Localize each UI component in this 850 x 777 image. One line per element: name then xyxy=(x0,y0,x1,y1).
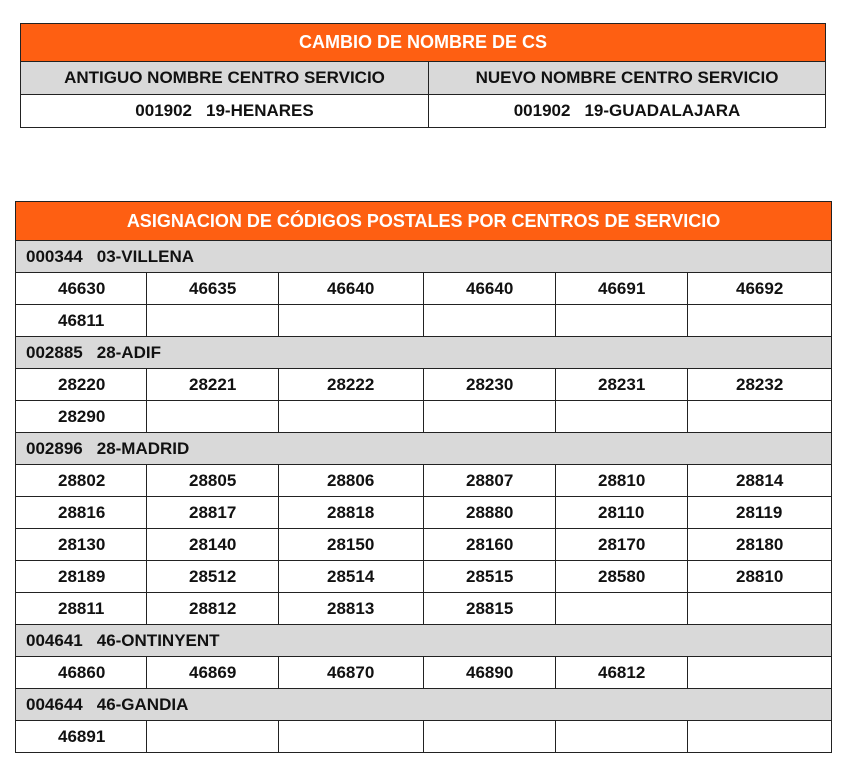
center-name: 46-GANDIA xyxy=(96,694,189,714)
postal-code-cell: 28810 xyxy=(688,561,832,593)
center-header-row xyxy=(16,625,832,657)
center-header-row xyxy=(16,433,832,465)
postal-code-cell xyxy=(556,305,688,337)
postal-code-cell xyxy=(279,305,424,337)
postal-code-cell xyxy=(688,721,832,753)
postal-code-cell: 28807 xyxy=(424,465,556,497)
postal-code-cell: 28231 xyxy=(556,369,688,401)
postal-code-cell: 46630 xyxy=(16,273,147,305)
postal-code-cell xyxy=(279,721,424,753)
postal-code-cell xyxy=(147,401,279,433)
postal-code-cell: 28180 xyxy=(688,529,832,561)
center-header-row xyxy=(16,337,832,369)
postal-code-cell: 28160 xyxy=(424,529,556,561)
postal-code-cell xyxy=(279,401,424,433)
postal-code-cell: 46635 xyxy=(147,273,279,305)
old-name-cell xyxy=(21,95,429,128)
postal-code-cell: 28221 xyxy=(147,369,279,401)
new-name-header: NUEVO NOMBRE CENTRO SERVICIO xyxy=(429,62,826,95)
old-name-header: ANTIGUO NOMBRE CENTRO SERVICIO xyxy=(21,62,429,95)
center-header xyxy=(16,433,832,465)
postal-code-table xyxy=(15,201,832,753)
postal-code-cell: 28140 xyxy=(147,529,279,561)
postal-code-cell: 28816 xyxy=(16,497,147,529)
postal-code-cell: 28110 xyxy=(556,497,688,529)
postal-code-cell: 28811 xyxy=(16,593,147,625)
center-code: 000344 xyxy=(26,246,83,266)
postal-code-cell: 28290 xyxy=(16,401,147,433)
postal-code-cell: 28222 xyxy=(279,369,424,401)
postal-code-cell: 28232 xyxy=(688,369,832,401)
postal-code-row xyxy=(16,529,832,561)
postal-code-cell: 28220 xyxy=(16,369,147,401)
postal-code-cell xyxy=(424,721,556,753)
postal-code-cell xyxy=(556,401,688,433)
postal-code-cell: 28150 xyxy=(279,529,424,561)
postal-code-cell: 28813 xyxy=(279,593,424,625)
postal-code-cell: 28580 xyxy=(556,561,688,593)
postal-code-cell: 28802 xyxy=(16,465,147,497)
postal-code-cell xyxy=(556,721,688,753)
postal-code-cell xyxy=(688,305,832,337)
postal-code-row xyxy=(16,593,832,625)
center-header xyxy=(16,625,832,657)
postal-code-table-title: ASIGNACION DE CÓDIGOS POSTALES POR CENTROS DE SERVICIO xyxy=(16,202,832,241)
postal-code-cell: 28119 xyxy=(688,497,832,529)
postal-code-cell: 46890 xyxy=(424,657,556,689)
postal-code-row xyxy=(16,657,832,689)
center-name: 28-MADRID xyxy=(96,438,190,458)
postal-code-cell: 28806 xyxy=(279,465,424,497)
postal-code-cell: 28815 xyxy=(424,593,556,625)
center-name: 28-ADIF xyxy=(96,342,161,362)
postal-code-cell: 46811 xyxy=(16,305,147,337)
postal-code-cell: 28170 xyxy=(556,529,688,561)
center-name: 03-VILLENA xyxy=(96,246,195,266)
postal-code-row xyxy=(16,369,832,401)
postal-code-cell: 28189 xyxy=(16,561,147,593)
postal-code-cell: 28817 xyxy=(147,497,279,529)
postal-code-cell: 46691 xyxy=(556,273,688,305)
postal-code-cell: 46891 xyxy=(16,721,147,753)
center-code: 002885 xyxy=(26,342,83,362)
postal-code-row xyxy=(16,401,832,433)
center-header-row xyxy=(16,689,832,721)
new-name-cell xyxy=(429,95,826,128)
postal-code-row xyxy=(16,273,832,305)
postal-code-cell xyxy=(424,305,556,337)
postal-code-cell: 46640 xyxy=(424,273,556,305)
postal-code-cell xyxy=(424,401,556,433)
postal-code-row xyxy=(16,465,832,497)
center-header-row xyxy=(16,241,832,273)
postal-code-cell: 28512 xyxy=(147,561,279,593)
rename-table-title: CAMBIO DE NOMBRE DE CS xyxy=(21,24,826,62)
center-header xyxy=(16,241,832,273)
postal-code-cell xyxy=(688,657,832,689)
center-header xyxy=(16,337,832,369)
postal-code-cell: 28810 xyxy=(556,465,688,497)
rename-table xyxy=(20,23,826,128)
postal-code-cell: 28814 xyxy=(688,465,832,497)
postal-code-row xyxy=(16,497,832,529)
postal-code-row xyxy=(16,561,832,593)
new-center-code: 001902 xyxy=(513,101,571,120)
center-header xyxy=(16,689,832,721)
postal-code-cell: 28818 xyxy=(279,497,424,529)
postal-code-cell xyxy=(688,593,832,625)
postal-code-row xyxy=(16,305,832,337)
postal-code-cell: 28130 xyxy=(16,529,147,561)
postal-code-cell: 28230 xyxy=(424,369,556,401)
center-code: 004644 xyxy=(26,694,83,714)
center-code: 002896 xyxy=(26,438,83,458)
postal-code-cell: 28805 xyxy=(147,465,279,497)
postal-code-cell xyxy=(556,593,688,625)
postal-code-cell: 46869 xyxy=(147,657,279,689)
postal-code-cell: 46640 xyxy=(279,273,424,305)
postal-code-cell: 46812 xyxy=(556,657,688,689)
postal-code-cell: 28515 xyxy=(424,561,556,593)
center-name: 46-ONTINYENT xyxy=(96,630,220,650)
old-center-name: 19-HENARES xyxy=(206,101,314,120)
postal-code-cell: 46870 xyxy=(279,657,424,689)
postal-code-row xyxy=(16,721,832,753)
center-code: 004641 xyxy=(26,630,83,650)
postal-code-cell xyxy=(147,721,279,753)
postal-code-cell: 46860 xyxy=(16,657,147,689)
postal-code-cell: 28812 xyxy=(147,593,279,625)
postal-code-cell xyxy=(147,305,279,337)
new-center-name: 19-GUADALAJARA xyxy=(584,101,741,120)
postal-code-cell: 28880 xyxy=(424,497,556,529)
postal-code-cell xyxy=(688,401,832,433)
postal-code-cell: 28514 xyxy=(279,561,424,593)
old-center-code: 001902 xyxy=(135,101,193,120)
postal-code-cell: 46692 xyxy=(688,273,832,305)
